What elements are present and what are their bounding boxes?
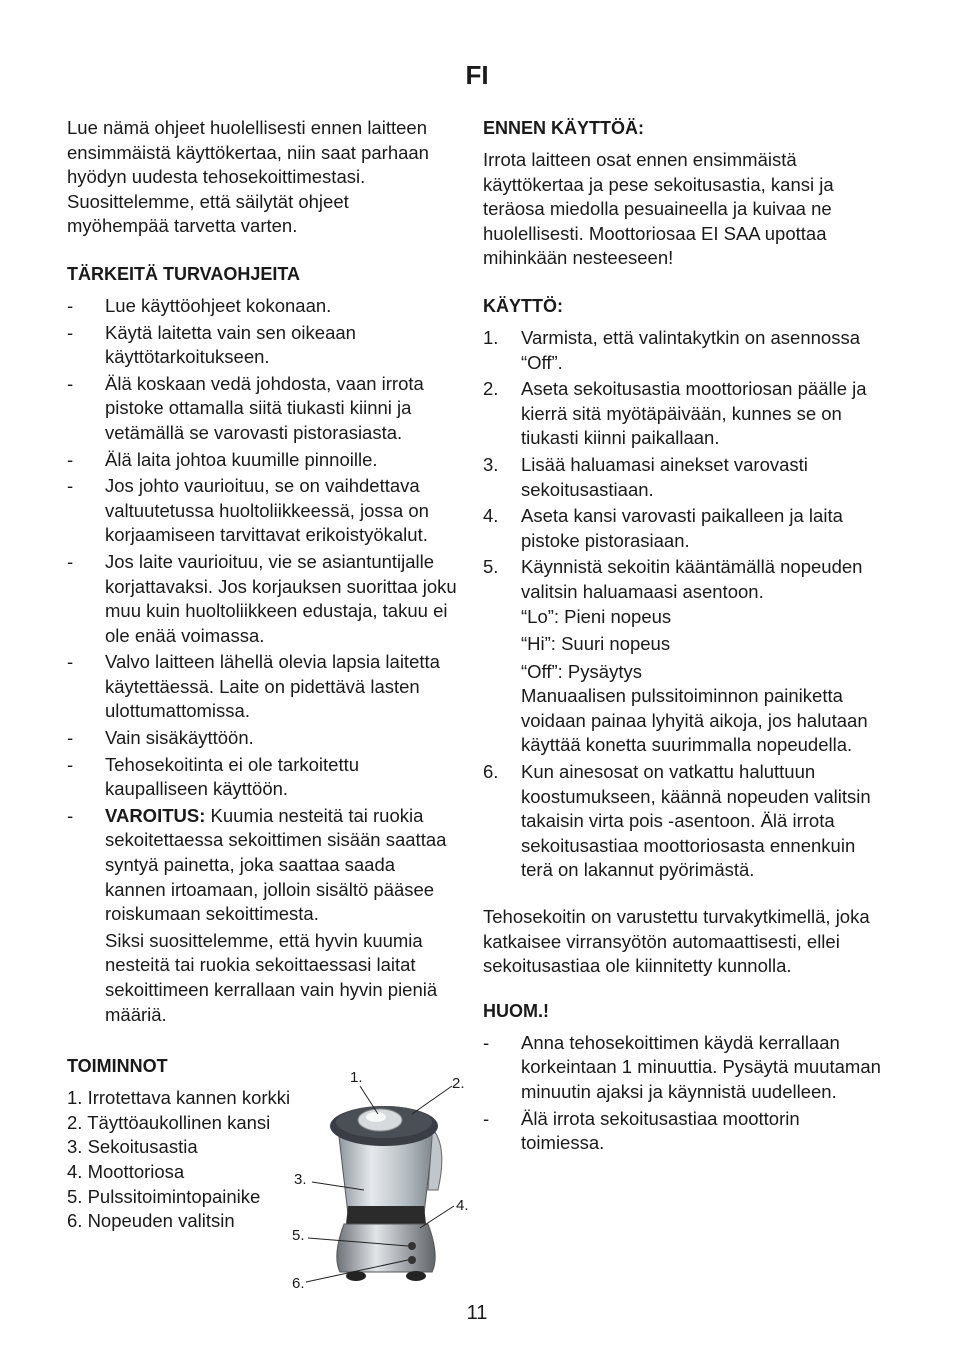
figure-label-2: 2. <box>452 1075 465 1092</box>
before-use-paragraph: Irrota laitteen osat ennen ensimmäistä käyttökertaa ja pese sekoitusastia, kansi ja teräosa miedolla pesuaineella ja kuivaa ne huolellisesti. Moottoriosaa EI SAA upottaa mihinkään nesteeseen! <box>483 149 834 269</box>
note-list <box>483 1031 883 1156</box>
usage-step <box>483 377 883 451</box>
warning-text-2: Siksi suosittelemme, että hyvin kuumia nesteitä tai ruokia sekoittaessasi laitat sekoittimeen kerrallaan vain hyvin pieniä määriä. <box>105 929 438 1025</box>
warning-text: Kuumia nesteitä tai ruokia sekoitettaessa sekoittimen sisään saattaa syntyä painetta, joka saattaa saada kannen irtoamaan, jolloin sisältö pääsee roiskumaan sekoittimesta. <box>105 804 447 925</box>
figure-label-6: 6. <box>292 1275 305 1292</box>
dash-marker: - <box>67 448 74 470</box>
usage-step <box>483 555 883 758</box>
figure-label-5: 5. <box>292 1227 305 1244</box>
step-number: 5. <box>483 556 499 578</box>
list-item: 1. Irrotettava kannen korkki <box>67 1087 291 1109</box>
dash-marker: - <box>483 1031 490 1053</box>
foot-right <box>406 1271 426 1281</box>
dash-marker: - <box>67 321 74 343</box>
blender-illustration <box>286 1066 476 1296</box>
list-item: 5. Pulssitoimintopainike <box>67 1185 261 1207</box>
figure-label-3: 3. <box>294 1171 307 1188</box>
speed-off: “Off”: Pysäytys <box>521 660 642 682</box>
list-item <box>67 321 459 370</box>
speed-hi: “Hi”: Suuri nopeus <box>521 633 671 655</box>
list-item-text: Tehosekoitinta ei ole tarkoitettu kaupalliseen käyttöön. <box>105 753 360 800</box>
list-item-text: Älä laita johtoa kuumille pinnoille. <box>105 448 378 470</box>
list-item <box>483 1107 883 1156</box>
list-item-text: Valvo laitteen lähellä olevia lapsia laitetta käytettäessä. Laite on pidettävä lasten ulottumattomissa. <box>105 651 440 722</box>
list-item <box>67 474 459 548</box>
warning-item <box>67 804 459 1027</box>
list-item: 4. Moottoriosa <box>67 1160 185 1182</box>
step-text: Käynnistä sekoitin kääntämällä nopeuden valitsin haluamaasi asentoon. <box>521 556 863 602</box>
step-number: 6. <box>483 761 499 783</box>
list-item <box>67 372 459 446</box>
figure-label-4: 4. <box>456 1197 469 1214</box>
warning-label: VAROITUS: <box>105 804 206 826</box>
dash-marker: - <box>67 372 74 394</box>
list-item-text: Jos laite vaurioituu, vie se asiantuntijalle korjattavaksi. Jos korjauksen suorittaa joku muu kuin huoltoliikkeen edustaja, takuu ei ole enää voimassa. <box>105 550 457 646</box>
list-item <box>67 448 459 473</box>
dash-marker: - <box>67 651 74 673</box>
dash-marker: - <box>67 727 74 749</box>
safety-switch-paragraph: Tehosekoitin on varustettu turvakytkimellä, joka katkaisee virransyötön automaattisesti, ellei sekoitusastiaa ole kiinnitetty kunnolla. <box>483 906 870 977</box>
step-number: 3. <box>483 453 499 475</box>
step-text: Aseta kansi varovasti paikalleen ja laita pistoke pistorasiaan. <box>521 505 843 551</box>
list-item-text: Käytä laitetta vain sen oikeaan käyttötarkoitukseen. <box>105 321 356 368</box>
list-item: 3. Sekoitusastia <box>67 1136 198 1158</box>
language-code: FI <box>465 60 489 90</box>
pulse-info: Manuaalisen pulssitoiminnon painiketta voidaan painaa lyhyitä aikoja, jos halutaan käyttää konetta suurimmalla nopeudella. <box>521 685 868 756</box>
list-item-text: Anna tehosekoittimen käydä kerrallaan korkeintaan 1 minuuttia. Pysäytä muutaman minuutin ajaksi ja käynnistä uudelleen. <box>521 1031 881 1102</box>
list-item <box>67 294 459 319</box>
note-heading: HUOM.! <box>483 1000 549 1021</box>
step-number: 2. <box>483 378 499 400</box>
figure-label-1: 1. <box>350 1069 363 1086</box>
step-number: 1. <box>483 326 499 348</box>
speed-dial-shape <box>408 1256 416 1264</box>
safety-heading: TÄRKEITÄ TURVAOHJEITA <box>67 263 301 284</box>
list-item <box>67 650 459 724</box>
usage-step <box>483 760 883 883</box>
usage-steps <box>483 326 883 883</box>
functions-heading: TOIMINNOT <box>67 1056 168 1077</box>
safety-list <box>67 294 459 1027</box>
right-column <box>483 116 883 1158</box>
step-text: Varmista, että valintakytkin on asennossa “Off”. <box>521 326 860 373</box>
list-item <box>67 726 459 751</box>
usage-step <box>483 453 883 502</box>
blender-drawing <box>286 1066 476 1296</box>
before-use-heading: ENNEN KÄYTTÖÄ: <box>483 118 644 138</box>
list-item <box>67 550 459 648</box>
leader-line-2 <box>412 1086 452 1114</box>
usage-heading: KÄYTTÖ: <box>483 295 563 316</box>
jar-collar <box>346 1206 426 1224</box>
cap-highlight <box>366 1112 386 1122</box>
list-item: 6. Nopeuden valitsin <box>67 1210 235 1232</box>
step-number: 4. <box>483 505 499 527</box>
dash-marker: - <box>67 804 74 826</box>
page-number: 11 <box>466 1302 488 1324</box>
dash-marker: - <box>67 475 74 497</box>
list-item <box>67 753 459 802</box>
usage-step <box>483 504 883 553</box>
intro-paragraph: Lue nämä ohjeet huolellisesti ennen laitteen ensimmäistä käyttökertaa, niin saat parhaan hyödyn uudesta tehosekoittimestasi. Suosittelemme, että säilytät ohjeet myöhempää tarvetta varten. <box>67 117 429 237</box>
speed-lo: “Lo”: Pieni nopeus <box>521 605 672 627</box>
dash-marker: - <box>483 1107 490 1129</box>
list-item: 2. Täyttöaukollinen kansi <box>67 1111 271 1133</box>
list-item-text: Jos johto vaurioituu, se on vaihdettava valtuutetussa huoltoliikkeessä, jossa on korjaamiseen tarvittavat erikoistyökalut. <box>105 475 429 546</box>
step-text: Aseta sekoitusastia moottoriosan päälle ja kierrä sitä myötäpäivään, kunnes se on tiukasti kiinni paikallaan. <box>521 378 867 449</box>
list-item-text: Vain sisäkäyttöön. <box>105 727 254 749</box>
usage-step <box>483 326 883 375</box>
list-item-text: Älä koskaan vedä johdosta, vaan irrota pistoke ottamalla siitä tiukasti kiinni ja vetämällä se varovasti pistorasiasta. <box>105 372 424 443</box>
step-text: Kun ainesosat on vatkattu haluttuun koostumukseen, käännä nopeuden valitsin takaisin virta pois -asentoon. Älä irrota sekoitusastiaa moottoriosasta ennenkuin terä on lakannut pyörimästä. <box>521 761 871 881</box>
list-item-text: Älä irrota sekoitusastiaa moottorin toimiessa. <box>521 1107 800 1154</box>
list-item <box>483 1031 883 1105</box>
step-text: Lisää haluamasi ainekset varovasti sekoitusastiaan. <box>521 453 808 500</box>
list-item-text: Lue käyttöohjeet kokonaan. <box>105 294 332 316</box>
pulse-button-shape <box>408 1242 416 1250</box>
dash-marker: - <box>67 294 74 316</box>
dash-marker: - <box>67 550 74 572</box>
dash-marker: - <box>67 753 74 775</box>
